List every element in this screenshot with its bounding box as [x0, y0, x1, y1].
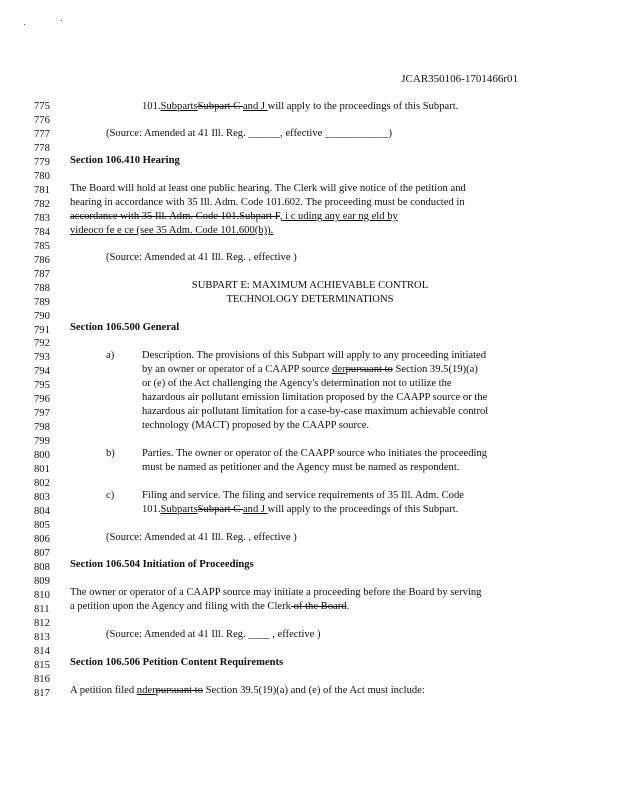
deleted-text: pursuant to [155, 685, 203, 696]
inserted-text: der [331, 364, 346, 375]
line-number: 781 [34, 185, 50, 196]
line-number: 782 [34, 199, 50, 210]
subpart-heading-line2: TECHNOLOGY DETERMINATIONS [226, 294, 394, 305]
line-number: 806 [34, 534, 50, 545]
inserted-text: and J [242, 101, 268, 112]
text-line-798: technology (MACT) proposed by the CAAPP source. [142, 420, 370, 431]
text-line-797: hazardous air pollutant limitation for a case-by-case maximum achievable control [142, 406, 489, 417]
text-line-782: hearing in accordance with 35 Ill. Adm. Code 101.602. The proceeding must be conducted in [70, 197, 465, 208]
item-label-a: a) [106, 350, 115, 361]
scan-speck [24, 24, 25, 25]
section-heading-106-500: Section 106.500 General [70, 322, 180, 333]
line-number: 813 [34, 632, 50, 643]
line-number: 809 [34, 576, 50, 587]
text-line-796: hazardous air pollutant emission limitation proposed by the CAAPP source or the [142, 392, 488, 403]
line-number: 804 [34, 506, 50, 517]
line-number: 800 [34, 450, 50, 461]
line-number: 785 [34, 241, 50, 252]
text-line-783 [70, 211, 398, 222]
text-segment: 101. [142, 101, 161, 112]
text-line-810: The owner or operator of a CAAPP source may initiate a proceeding before the Board by serving [70, 587, 482, 598]
line-number: 795 [34, 380, 50, 391]
text-segment: Section 39.5(19)(a) and (e) of the Act must include: [203, 685, 425, 696]
text-segment: 101. [142, 504, 161, 515]
text-line-817 [70, 685, 425, 696]
line-number: 798 [34, 422, 50, 433]
text-line-804 [142, 504, 458, 515]
line-number: 779 [34, 157, 50, 168]
section-heading-106-506: Section 106.506 Petition Content Requirements [70, 657, 284, 668]
line-number: 815 [34, 660, 50, 671]
line-number: 787 [34, 269, 50, 280]
text-line-793: Description. The provisions of this Subpart will apply to any proceeding initiated [142, 350, 487, 361]
section-heading-106-410: Section 106.410 Hearing [70, 155, 180, 166]
line-number: 792 [34, 338, 50, 349]
text-segment: will apply to the proceedings of this Subpart. [267, 504, 459, 515]
text-segment: will apply to the proceedings of this Subpart. [267, 101, 459, 112]
line-number: 816 [34, 674, 50, 685]
text-line-795: or (e) of the Act challenging the Agency's determination not to utilize the [142, 378, 452, 389]
scan-speck [61, 20, 62, 21]
item-label-c: c) [106, 490, 115, 501]
text-segment: . [346, 601, 350, 612]
text-line-781: The Board will hold at least one public hearing. The Clerk will give notice of the petition and [70, 183, 466, 194]
line-number: 817 [34, 688, 50, 699]
line-number: 808 [34, 562, 50, 573]
source-note: (Source: Amended at 41 Ill. Reg. , effective ) [106, 532, 297, 543]
line-number: 789 [34, 297, 50, 308]
line-number: 794 [34, 366, 50, 377]
line-number: 805 [34, 520, 50, 531]
line-number: 783 [34, 213, 50, 224]
text-line-784: videoco fe e ce (see 35 Adm. Code 101.600(b)). [70, 225, 274, 236]
line-number: 788 [34, 283, 50, 294]
text-segment: A petition filed [70, 685, 137, 696]
line-number: 807 [34, 548, 50, 559]
source-note: (Source: Amended at 41 Ill. Reg. , effective ) [106, 252, 297, 263]
line-number: 776 [34, 115, 50, 126]
line-number: 812 [34, 618, 50, 629]
line-number: 777 [34, 129, 50, 140]
source-note: (Source: Amended at 41 Ill. Reg. ______, effective ____________) [106, 128, 393, 139]
line-number: 790 [34, 311, 50, 322]
inserted-text: Subparts [160, 504, 198, 515]
inserted-text: nder [136, 685, 156, 696]
text-line-775 [142, 101, 458, 112]
text-segment: Section 39.5(19)(a) [392, 364, 478, 375]
line-number: 778 [34, 143, 50, 154]
document-id: JCAR350106-1701466r01 [401, 73, 518, 85]
line-number: 802 [34, 478, 50, 489]
item-label-b: b) [106, 448, 115, 459]
line-number: 791 [34, 325, 50, 336]
deleted-text: pursuant to [345, 364, 393, 375]
text-segment: a petition upon the Agency and filing with the Clerk [70, 601, 291, 612]
section-heading-106-504: Section 106.504 Initiation of Proceedings [70, 559, 254, 570]
line-number: 801 [34, 464, 50, 475]
line-number: 784 [34, 227, 50, 238]
inserted-text: Subparts [160, 101, 198, 112]
line-number: 803 [34, 492, 50, 503]
line-number: 793 [34, 352, 50, 363]
line-number: 796 [34, 394, 50, 405]
text-line-801: must be named as petitioner and the Agency must be named as respondent. [142, 462, 460, 473]
text-line-794 [142, 364, 478, 375]
inserted-text: and J [242, 504, 268, 515]
deleted-text: accordance with 35 Ill. Adm. Code 101.Subpart F [70, 211, 280, 222]
line-number: 786 [34, 255, 50, 266]
line-number: 810 [34, 590, 50, 601]
text-line-803: Filing and service. The filing and service requirements of 35 Ill. Adm. Code [142, 490, 464, 501]
deleted-text: Subpart C [197, 101, 243, 112]
line-number: 811 [34, 604, 50, 615]
text-segment: by an owner or operator of a CAAPP source [142, 364, 332, 375]
deleted-text: of the Board [290, 601, 347, 612]
text-line-800: Parties. The owner or operator of the CAAPP source who initiates the proceeding [142, 448, 488, 459]
line-number: 775 [34, 101, 50, 112]
inserted-text: , i c uding any ear ng eld by [279, 211, 398, 222]
line-number: 780 [34, 171, 50, 182]
deleted-text: Subpart C [197, 504, 243, 515]
source-note: (Source: Amended at 41 Ill. Reg. ____ , effective ) [106, 629, 321, 640]
line-number: 814 [34, 646, 50, 657]
text-line-811 [70, 601, 349, 612]
subpart-heading: SUBPART E: MAXIMUM ACHIEVABLE CONTROL [191, 280, 429, 291]
line-number: 797 [34, 408, 50, 419]
line-number: 799 [34, 436, 50, 447]
